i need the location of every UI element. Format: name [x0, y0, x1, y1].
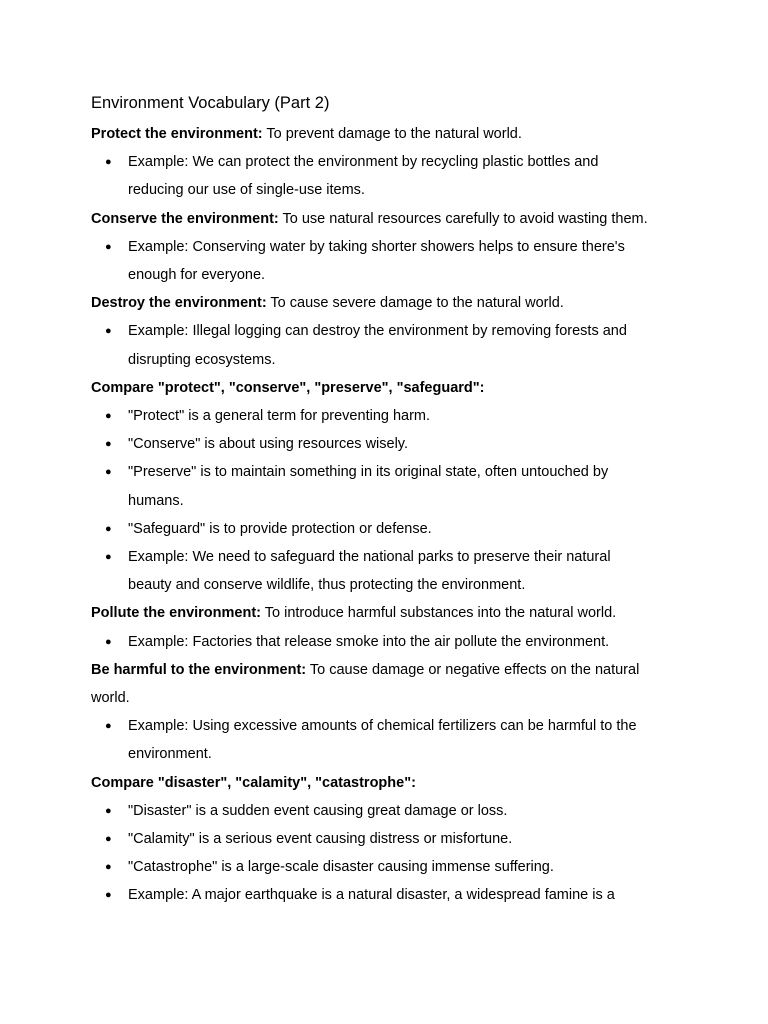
definition-line: [91, 211, 648, 228]
term-label: Protect the environment:: [91, 126, 263, 142]
definition-text: To prevent damage to the natural world.: [262, 126, 522, 142]
bullet-icon: ●: [105, 804, 112, 817]
term-label: Conserve the environment:: [91, 210, 279, 227]
bullet-continuation: environment.: [128, 746, 212, 763]
bullet-item: "Preserve" is to maintain something in its original state, often untouched by: [128, 464, 609, 481]
term-label: Destroy the environment:: [91, 295, 267, 312]
term-label: Compare "disaster", "calamity", "catastrophe":: [91, 774, 416, 791]
bullet-item: Example: We can protect the environment by recycling plastic bottles and: [128, 154, 599, 171]
definition-text: To introduce harmful substances into the natural world.: [261, 605, 617, 622]
bullet-continuation: beauty and conserve wildlife, thus protecting the environment.: [128, 577, 526, 594]
definition-line: [91, 605, 616, 622]
bullet-icon: ●: [105, 833, 112, 845]
bullet-icon: ●: [105, 635, 112, 648]
bullet-item: "Catastrophe" is a large-scale disaster causing immense suffering.: [128, 859, 554, 876]
bullet-continuation: enough for everyone.: [128, 267, 266, 283]
bullet-item: "Safeguard" is to provide protection or defense.: [128, 520, 432, 537]
bullet-item: "Conserve" is about using resources wisely.: [128, 436, 409, 453]
bullet-continuation: humans.: [128, 492, 184, 509]
definition-line: [91, 126, 522, 143]
bullet-item: Example: Using excessive amounts of chemical fertilizers can be harmful to the: [128, 718, 637, 735]
term-label: Pollute the environment:: [91, 605, 261, 622]
bullet-continuation: reducing our use of single-use items.: [128, 182, 365, 199]
bullet-icon: ●: [105, 861, 112, 874]
definition-text: To cause damage or negative effects on the natural: [306, 661, 640, 678]
bullet-icon: ●: [105, 156, 112, 169]
bullet-icon: ●: [105, 410, 112, 422]
definition-line: [91, 775, 416, 792]
definition-line: [91, 380, 484, 397]
bullet-item: "Disaster" is a sudden event causing great damage or loss.: [128, 802, 508, 819]
bullet-item: Example: We need to safeguard the national parks to preserve their natural: [128, 549, 611, 565]
term-label: Compare "protect", "conserve", "preserve", "safeguard":: [91, 379, 485, 396]
bullet-item: Example: A major earthquake is a natural disaster, a widespread famine is a: [128, 887, 615, 904]
bullet-icon: ●: [105, 889, 112, 902]
bullet-icon: ●: [105, 720, 112, 733]
bullet-item: "Protect" is a general term for preventing harm.: [128, 408, 431, 424]
definition-text: To cause severe damage to the natural world.: [266, 295, 564, 312]
bullet-icon: ●: [105, 551, 112, 563]
bullet-icon: ●: [105, 240, 112, 253]
bullet-icon: ●: [105, 325, 112, 338]
definition-line: [91, 662, 639, 679]
definition-line: [91, 295, 564, 312]
bullet-item: Example: Factories that release smoke into the air pollute the environment.: [128, 633, 610, 650]
term-label: Be harmful to the environment:: [91, 661, 307, 678]
bullet-icon: ●: [105, 466, 112, 479]
bullet-icon: ●: [105, 438, 112, 451]
bullet-item: Example: Conserving water by taking shorter showers helps to ensure there's: [128, 238, 625, 255]
definition-text: To use natural resources carefully to avoid wasting them.: [278, 210, 648, 227]
definition-continuation: world.: [91, 690, 130, 706]
bullet-continuation: disrupting ecosystems.: [128, 351, 276, 368]
document-title: Environment Vocabulary (Part 2): [91, 94, 330, 112]
bullet-item: "Calamity" is a serious event causing distress or misfortune.: [128, 831, 513, 847]
bullet-icon: ●: [105, 522, 112, 535]
bullet-item: Example: Illegal logging can destroy the environment by removing forests and: [128, 323, 627, 340]
